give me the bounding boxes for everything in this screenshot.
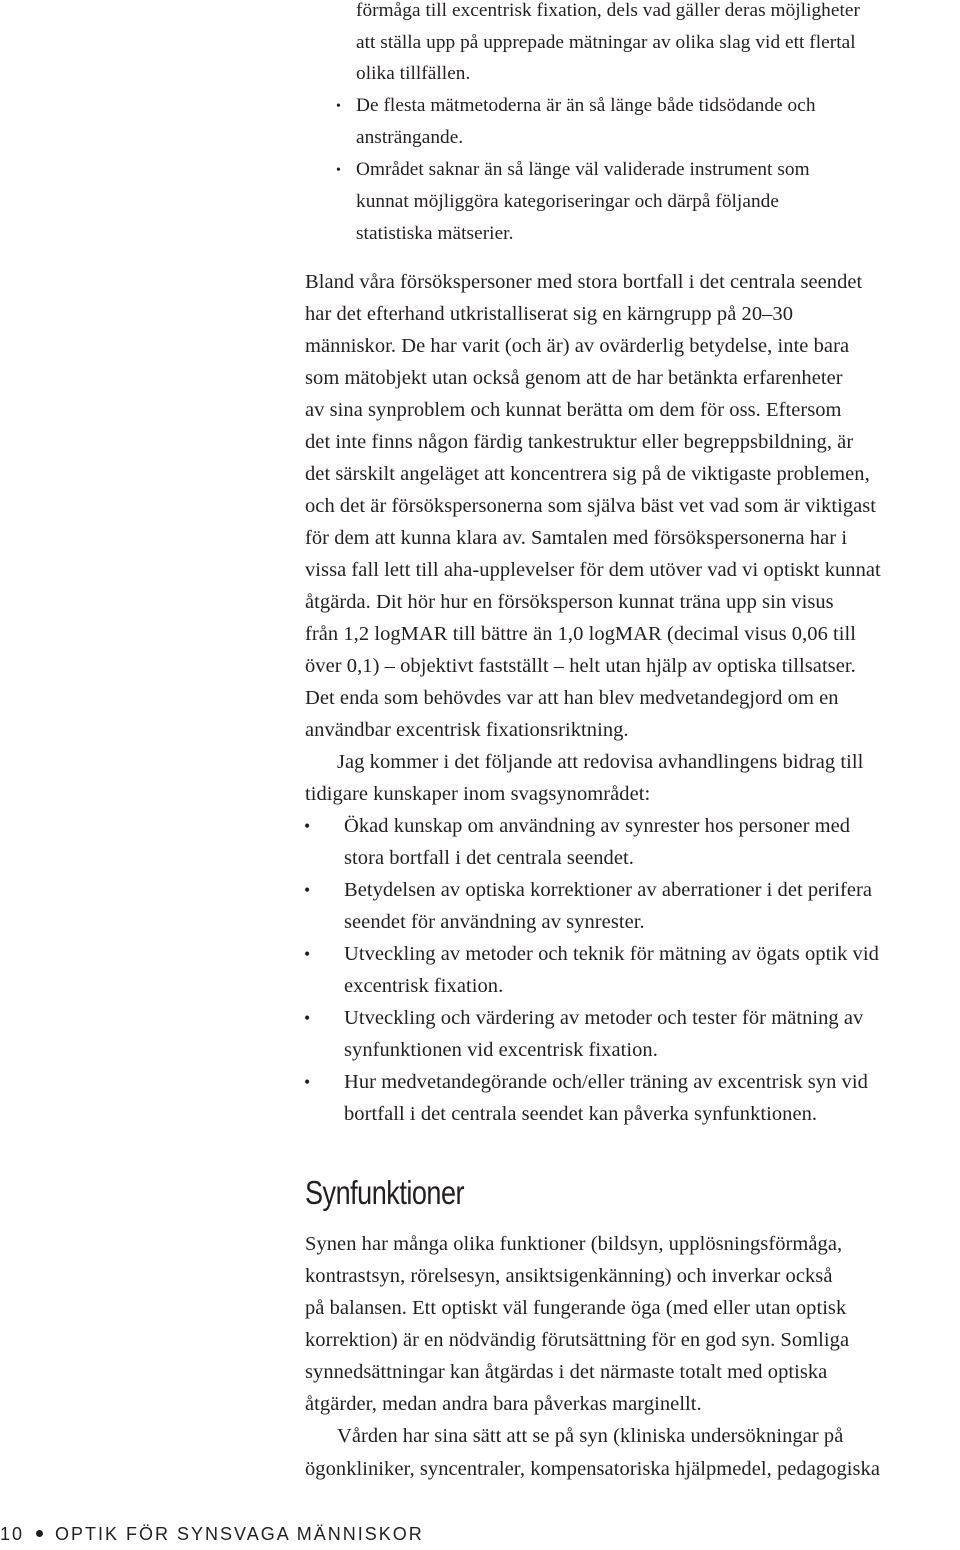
paragraph-line: Vården har sina sätt att se på syn (kliniska undersökningar på [337, 1425, 844, 1447]
page-number: 10 [0, 1524, 25, 1544]
list-item-line: kunnat möjliggöra kategoriseringar och därpå följande [356, 191, 779, 212]
bullet-icon: • [304, 1072, 311, 1092]
paragraph-line: av sina synproblem och kunnat berätta om dem för oss. Eftersom [305, 399, 842, 421]
list-item-line: synfunktionen vid excentrisk fixation. [344, 1039, 658, 1061]
bullet-icon: • [304, 880, 311, 900]
paragraph-line: för dem att kunna klara av. Samtalen med försökspersonerna har i [305, 527, 848, 549]
paragraph-line: synnedsättningar kan åtgärdas i det närmaste totalt med optiska [305, 1361, 828, 1383]
list-item-line: De flesta mätmetoderna är än så länge både tidsödande och [356, 95, 816, 116]
list-item-line: Hur medvetandegörande och/eller träning av excentrisk syn vid [344, 1071, 868, 1093]
paragraph-line: människor. De har varit (och är) av ovärderlig betydelse, inte bara [305, 335, 850, 357]
bullet-icon: • [304, 944, 311, 964]
paragraph-line: Jag kommer i det följande att redovisa avhandlingens bidrag till [337, 751, 864, 773]
bullet-icon: • [336, 99, 341, 114]
paragraph-line: kontrastsyn, rörelsesyn, ansiktsigenkänning) och inverkar också [305, 1265, 833, 1287]
list-item-line: Området saknar än så länge väl validerade instrument som [356, 159, 810, 180]
paragraph-line: över 0,1) – objektivt fastställt – helt utan hjälp av optiska tillsatser. [305, 655, 856, 677]
footer-separator-dot [36, 1530, 43, 1537]
page-footer [0, 1518, 424, 1550]
list-item-continuation-line: olika tillfällen. [356, 63, 471, 84]
paragraph-line: korrektion) är en nödvändig förutsättning för en god syn. Somliga [305, 1329, 850, 1351]
list-item-line: Ökad kunskap om användning av synrester hos personer med [344, 815, 851, 837]
list-item-line: bortfall i det centrala seendet kan påverka synfunktionen. [344, 1103, 818, 1125]
list-item-line: excentrisk fixation. [344, 975, 504, 997]
paragraph-line: användbar excentrisk fixationsriktning. [305, 719, 629, 741]
paragraph-line: Bland våra försökspersoner med stora bortfall i det centrala seendet [305, 271, 863, 293]
list-item-line: Utveckling och värdering av metoder och tester för mätning av [344, 1007, 864, 1029]
bullet-icon: • [304, 816, 311, 836]
paragraph-line: Det enda som behövdes var att han blev medvetandegjord om en [305, 687, 839, 709]
paragraph-line: har det efterhand utkristalliserat sig en kärngrupp på 20–30 [305, 303, 794, 325]
running-title: OPTIK FÖR SYNSVAGA MÄNNISKOR [55, 1524, 424, 1544]
paragraph-line: det särskilt angeläget att koncentrera sig på de viktigaste problemen, [305, 463, 870, 485]
list-item-line: Utveckling av metoder och teknik för mätning av ögats optik vid [344, 943, 879, 965]
list-item-line: Betydelsen av optiska korrektioner av aberrationer i det perifera [344, 879, 873, 901]
list-item-continuation-line: förmåga till excentrisk fixation, dels vad gäller deras möjligheter [356, 0, 860, 21]
paragraph-line: som mätobjekt utan också genom att de har betänkta erfarenheter [305, 367, 843, 389]
paragraph-line: ögonkliniker, syncentraler, kompensatoriska hjälpmedel, pedagogiska [305, 1458, 880, 1480]
paragraph-line: åtgärda. Dit hör hur en försöksperson kunnat träna upp sin visus [305, 591, 834, 613]
list-item-continuation-line: att ställa upp på upprepade mätningar av olika slag vid ett flertal [356, 32, 856, 53]
paragraph-line: och det är försökspersonerna som själva bäst vet vad som är viktigast [305, 495, 877, 517]
bullet-icon: • [304, 1008, 311, 1028]
list-item-line: ansträngande. [356, 127, 464, 148]
paragraph-line: tidigare kunskaper inom svagsynområdet: [305, 783, 651, 805]
paragraph-line: åtgärder, medan andra bara påverkas marginellt. [305, 1393, 702, 1415]
paragraph-line: det inte finns någon färdig tankestruktur eller begreppsbildning, är [305, 431, 854, 453]
paragraph-line: på balansen. Ett optiskt väl fungerande öga (med eller utan optisk [305, 1297, 847, 1319]
list-item-line: statistiska mätserier. [356, 223, 514, 244]
section-heading: Synfunktioner [305, 1174, 465, 1211]
paragraph-line: Synen har många olika funktioner (bildsyn, upplösningsförmåga, [305, 1233, 843, 1255]
list-item-line: seendet för användning av synrester. [344, 911, 645, 933]
list-item-line: stora bortfall i det centrala seendet. [344, 847, 634, 869]
bullet-icon: • [336, 163, 341, 178]
paragraph-line: från 1,2 logMAR till bättre än 1,0 logMAR (decimal visus 0,06 till [305, 623, 857, 645]
paragraph-line: vissa fall lett till aha-upplevelser för dem utöver vad vi optiskt kunnat [305, 559, 881, 581]
